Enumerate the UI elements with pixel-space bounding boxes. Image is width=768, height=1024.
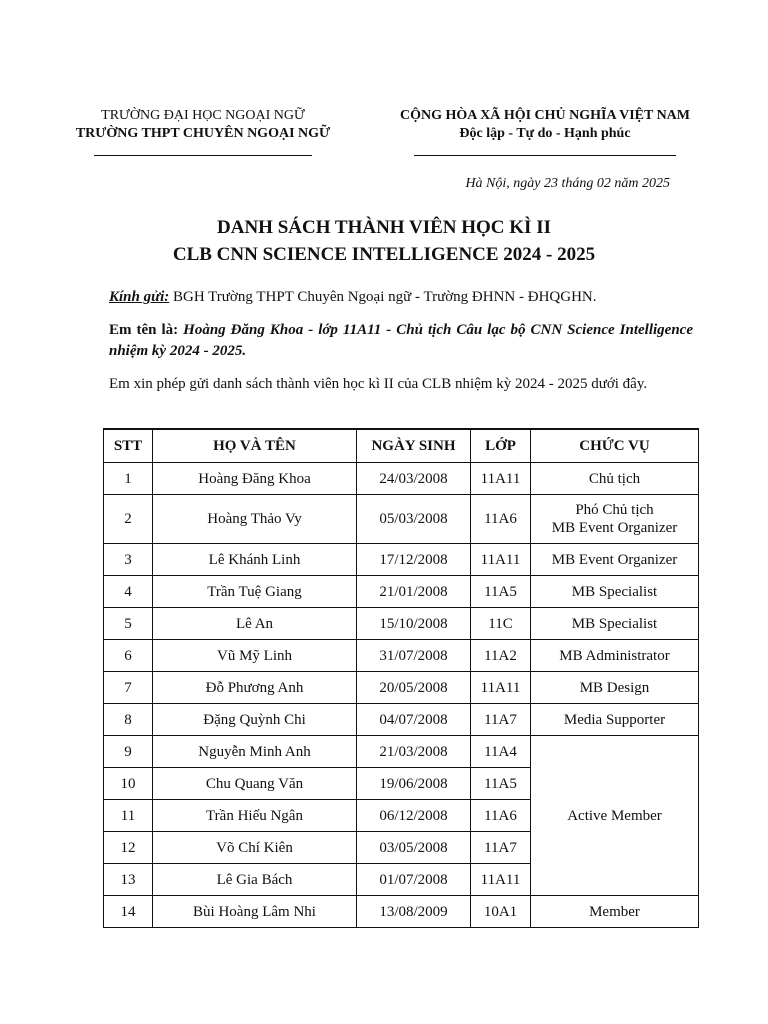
- cell-stt: 4: [104, 576, 153, 608]
- cell-name: Lê Khánh Linh: [153, 544, 357, 576]
- cell-dob: 04/07/2008: [357, 704, 471, 736]
- cell-name: Hoàng Thảo Vy: [153, 495, 357, 544]
- cell-class: 11A2: [471, 640, 531, 672]
- cell-stt: 13: [104, 864, 153, 896]
- cell-stt: 10: [104, 768, 153, 800]
- cell-class: 10A1: [471, 896, 531, 928]
- date-line: Hà Nội, ngày 23 tháng 02 năm 2025: [465, 176, 670, 191]
- cell-stt: 9: [104, 736, 153, 768]
- cell-dob: 17/12/2008: [357, 544, 471, 576]
- cell-name: Nguyễn Minh Anh: [153, 736, 357, 768]
- cell-name: Võ Chí Kiên: [153, 832, 357, 864]
- cell-name: Lê An: [153, 608, 357, 640]
- cell-stt: 3: [104, 544, 153, 576]
- cell-class: 11A6: [471, 800, 531, 832]
- cell-dob: 31/07/2008: [357, 640, 471, 672]
- cell-stt: 6: [104, 640, 153, 672]
- cell-dob: 01/07/2008: [357, 864, 471, 896]
- cell-stt: 8: [104, 704, 153, 736]
- cell-role: Member: [531, 896, 699, 928]
- title-line-2: CLB CNN SCIENCE INTELLIGENCE 2024 - 2025: [172, 244, 596, 265]
- recipient-text: BGH Trường THPT Chuyên Ngoại ngữ - Trường ĐHNN - ĐHQGHN.: [169, 289, 597, 305]
- document-title: [0, 214, 768, 268]
- national-motto: Độc lập - Tự do - Hạnh phúc: [459, 126, 631, 141]
- cell-stt: 2: [104, 495, 153, 544]
- cell-class: 11A5: [471, 768, 531, 800]
- table-row: [104, 672, 699, 704]
- table-row: [104, 736, 699, 768]
- cell-role: [531, 495, 699, 544]
- table-row: [104, 495, 699, 544]
- cell-stt: 14: [104, 896, 153, 928]
- cell-name: Lê Gia Bách: [153, 864, 357, 896]
- cell-name: Trần Tuệ Giang: [153, 576, 357, 608]
- table-row: [104, 896, 699, 928]
- header-stt: STT: [104, 429, 153, 463]
- cell-class: 11A11: [471, 544, 531, 576]
- cell-stt: 7: [104, 672, 153, 704]
- cell-dob: 03/05/2008: [357, 832, 471, 864]
- national-title: CỘNG HÒA XÃ HỘI CHỦ NGHĨA VIỆT NAM: [399, 108, 690, 123]
- cell-dob: 24/03/2008: [357, 463, 471, 495]
- recipient-label: Kính gửi:: [109, 289, 170, 305]
- cell-dob: 05/03/2008: [357, 495, 471, 544]
- table-row: [104, 576, 699, 608]
- cell-dob: 19/06/2008: [357, 768, 471, 800]
- header-role: CHỨC VỤ: [531, 429, 699, 463]
- cell-name: Bùi Hoàng Lâm Nhi: [153, 896, 357, 928]
- cell-dob: 13/08/2009: [357, 896, 471, 928]
- intro-prefix: Em tên là:: [109, 322, 184, 338]
- cell-stt: 1: [104, 463, 153, 495]
- table-header-row: [104, 429, 699, 463]
- cell-dob: 20/05/2008: [357, 672, 471, 704]
- cell-dob: 15/10/2008: [357, 608, 471, 640]
- cell-role-line-1: Phó Chủ tịch: [575, 502, 654, 518]
- cell-name: Vũ Mỹ Linh: [153, 640, 357, 672]
- cell-class: 11A11: [471, 864, 531, 896]
- cell-dob: 06/12/2008: [357, 800, 471, 832]
- cell-class: 11A6: [471, 495, 531, 544]
- cell-role: Chủ tịch: [531, 463, 699, 495]
- cell-role-merged: Active Member: [531, 736, 699, 896]
- cell-class: 11A11: [471, 672, 531, 704]
- request-paragraph: Em xin phép gửi danh sách thành viên học kì II của CLB nhiệm kỳ 2024 - 2025 dưới đây.: [109, 376, 648, 392]
- cell-stt: 11: [104, 800, 153, 832]
- header-left: [58, 107, 348, 156]
- table-row: [104, 544, 699, 576]
- title-line-1: DANH SÁCH THÀNH VIÊN HỌC KÌ II: [217, 217, 551, 238]
- header-name: HỌ VÀ TÊN: [153, 429, 357, 463]
- header-left-divider: [94, 155, 312, 156]
- cell-name: Đặng Quỳnh Chi: [153, 704, 357, 736]
- cell-role-line-2: MB Event Organizer: [551, 520, 678, 536]
- header-right-divider: [414, 155, 676, 156]
- cell-role: MB Design: [531, 672, 699, 704]
- recipient-paragraph: [109, 287, 693, 308]
- cell-role: MB Specialist: [531, 608, 699, 640]
- header-right: [390, 107, 700, 156]
- table-row: [104, 463, 699, 495]
- header-dob: NGÀY SINH: [357, 429, 471, 463]
- cell-dob: 21/03/2008: [357, 736, 471, 768]
- cell-class: 11A7: [471, 704, 531, 736]
- table-row: [104, 640, 699, 672]
- cell-role: Media Supporter: [531, 704, 699, 736]
- cell-name: Trần Hiếu Ngân: [153, 800, 357, 832]
- cell-class: 11A4: [471, 736, 531, 768]
- cell-class: 11C: [471, 608, 531, 640]
- cell-name: Đỗ Phương Anh: [153, 672, 357, 704]
- school-name: TRƯỜNG THPT CHUYÊN NGOẠI NGỮ: [75, 126, 331, 141]
- table-row: [104, 608, 699, 640]
- intro-paragraph: [109, 320, 693, 362]
- cell-class: 11A11: [471, 463, 531, 495]
- header-class: LỚP: [471, 429, 531, 463]
- cell-role: MB Event Organizer: [531, 544, 699, 576]
- cell-role: MB Administrator: [531, 640, 699, 672]
- cell-role: MB Specialist: [531, 576, 699, 608]
- intro-detail: Hoàng Đăng Khoa - lớp 11A11 - Chủ tịch Câu lạc bộ CNN Science Intelligence nhiệm kỳ 2024 - 2025.: [109, 322, 693, 359]
- cell-dob: 21/01/2008: [357, 576, 471, 608]
- cell-name: Hoàng Đăng Khoa: [153, 463, 357, 495]
- table-row: [104, 704, 699, 736]
- cell-stt: 5: [104, 608, 153, 640]
- cell-class: 11A7: [471, 832, 531, 864]
- member-table: [103, 428, 699, 928]
- cell-stt: 12: [104, 832, 153, 864]
- cell-name: Chu Quang Văn: [153, 768, 357, 800]
- university-name: TRƯỜNG ĐẠI HỌC NGOẠI NGỮ: [101, 108, 305, 123]
- cell-class: 11A5: [471, 576, 531, 608]
